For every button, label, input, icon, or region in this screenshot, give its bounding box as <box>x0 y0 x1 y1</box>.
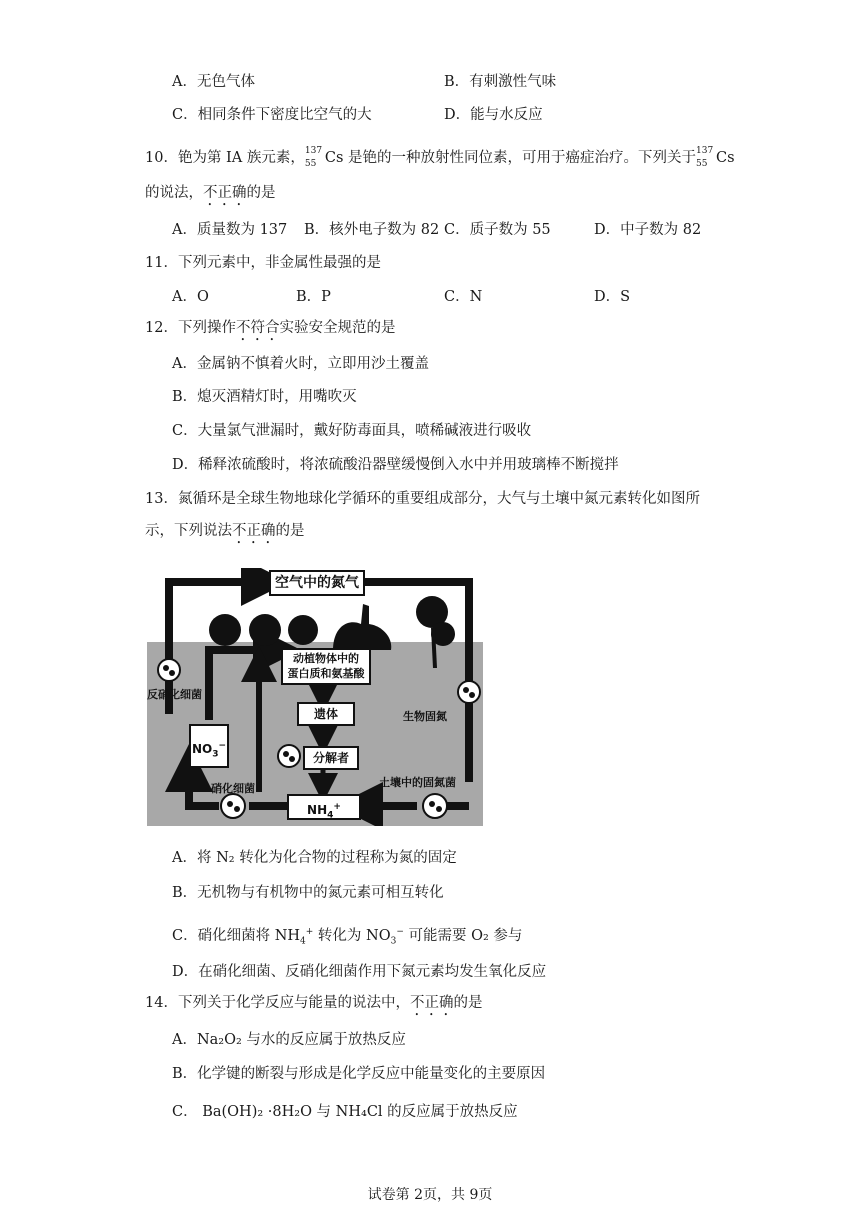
q13-stem-line1: 13．氮循环是全球生物地球化学循环的重要组成部分，大气与土壤中氮元素转化如图所 <box>145 491 700 507</box>
q10-stem-line1: 10．铯为第 IA 族元素， 137 55 Cs 是铯的一种放射性同位素，可用于癌症治疗。下列关于 137 55 Cs <box>145 146 735 169</box>
q12-option-b: B．熄灭酒精灯时，用嘴吹灭 <box>172 389 357 405</box>
q12-stem: 12．下列操作不符合实验安全规范的是 <box>145 320 396 336</box>
q13-option-a: A．将 N₂ 转化为化合物的过程称为氮的固定 <box>172 850 457 866</box>
q11-option-d: D．S <box>594 289 631 305</box>
q14-stem: 14．下列关于化学反应与能量的说法中，不正确的是 <box>145 995 483 1011</box>
q9-option-a: A．无色气体 <box>172 74 255 90</box>
page-footer: 试卷第 2页，共 9页 <box>367 1187 493 1203</box>
q10-option-b: B．核外电子数为 82 <box>304 222 440 238</box>
box-decomposer: 分解者 <box>303 746 359 770</box>
q11-option-a: A．O <box>172 289 209 305</box>
q14-option-b: B．化学键的断裂与形成是化学反应中能量变化的主要原因 <box>172 1066 546 1082</box>
q12-option-d: D．稀释浓硫酸时，将浓硫酸沿器壁缓慢倒入水中并用玻璃棒不断搅拌 <box>172 457 619 473</box>
box-air-nitrogen: 空气中的氮气 <box>269 570 365 596</box>
cs-isotope: 137 55 <box>304 146 323 169</box>
q13-option-c: C．硝化细菌将 $NH_4^+$ 转化为 $NO_3^-$ 可能需要 O₂ 参与 <box>172 927 523 947</box>
label-nitrifying-bacteria: 硝化细菌 <box>211 782 255 795</box>
q11-option-b: B．P <box>296 289 331 305</box>
q10-stem-line2: 的说法，不正确的是 <box>145 185 276 201</box>
q12-option-c: C．大量氯气泄漏时，戴好防毒面具，喷稀碱液进行吸收 <box>172 423 532 439</box>
label-denitrifying-bacteria: 反硝化细菌 <box>147 688 202 701</box>
q11-option-c: C．N <box>444 289 483 305</box>
q13-stem-line2: 示，下列说法不正确的是 <box>145 523 305 539</box>
q14-option-a: A．Na₂O₂ 与水的反应属于放热反应 <box>172 1032 406 1048</box>
q9-option-c: C．相同条件下密度比空气的大 <box>172 107 372 123</box>
label-soil-fixing-bacteria: 土壤中的固氮菌 <box>379 776 456 789</box>
label-biological-fixation: 生物固氮 <box>403 710 447 723</box>
q13-option-b: B．无机物与有机物中的氮元素可相互转化 <box>172 885 444 901</box>
q14-option-c: C． Ba(OH)₂ ·8H₂O 与 NH₄Cl 的反应属于放热反应 <box>172 1104 518 1120</box>
q10-option-c: C．质子数为 55 <box>444 222 551 238</box>
q11-stem: 11．下列元素中，非金属性最强的是 <box>145 255 381 271</box>
box-protein-amino-acids: 动植物体中的 蛋白质和氨基酸 <box>281 648 371 685</box>
nitrogen-cycle-diagram <box>147 568 483 826</box>
box-remains: 遗体 <box>297 702 355 726</box>
q13-option-d: D．在硝化细菌、反硝化细菌作用下氮元素均发生氧化反应 <box>172 964 547 980</box>
q9-option-d: D．能与水反应 <box>444 107 543 123</box>
box-ammonium: $NH_4^+$ <box>287 794 361 820</box>
q10-option-a: A．质量数为 137 <box>172 222 288 238</box>
q12-option-a: A．金属钠不慎着火时，立即用沙土覆盖 <box>172 356 429 372</box>
q10-option-d: D．中子数为 82 <box>594 222 702 238</box>
q9-option-b: B．有刺激性气味 <box>444 74 557 90</box>
box-nitrate: $NO_3^-$ <box>189 724 229 768</box>
